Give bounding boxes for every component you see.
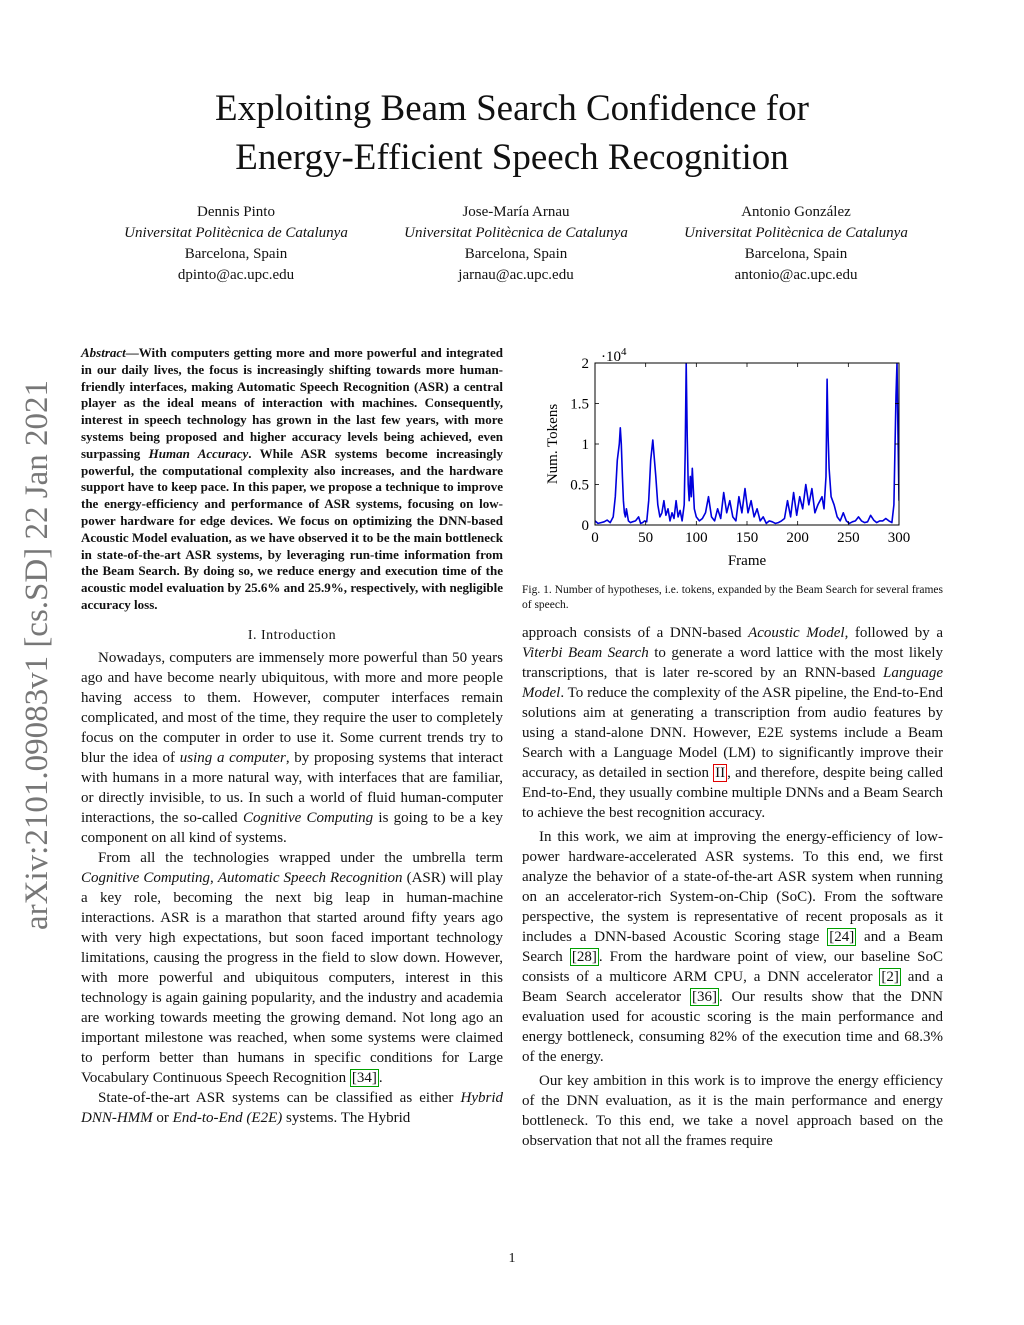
emphasis-span: Cognitive Computing — [81, 869, 211, 886]
intro-paragraph-1 — [81, 648, 503, 848]
y-axis-multiplier: $\cdot 10^4$ — [601, 346, 627, 365]
right-column — [522, 345, 943, 1151]
figure-1 — [522, 345, 943, 575]
author-name: Antonio González — [741, 204, 851, 220]
figure-caption: Fig. 1. Number of hypotheses, i.e. tokens, expanded by the Beam Search for several frames of speech. — [522, 584, 943, 611]
author-block — [96, 202, 936, 286]
author-name: Dennis Pinto — [197, 204, 275, 220]
y-axis-multiplier-exponent: 4 — [621, 346, 627, 358]
x-tick-label: 200 — [786, 530, 809, 546]
intro-paragraph-3 — [81, 1088, 503, 1128]
text-span: . Our results show that the DNN evaluation used for acoustic scoring is the main performance and energy bottleneck, consuming 82% of the execution time and 68.3% of the energy. — [522, 989, 943, 1065]
text-span: systems. The Hybrid — [282, 1109, 411, 1126]
emphasis-span: Hybrid DNN-HMM — [81, 1089, 503, 1126]
right-paragraph-2 — [522, 827, 943, 1067]
author-email: dpinto@ac.upc.edu — [177, 267, 295, 283]
emphasis-span: Acoustic Model — [748, 625, 845, 641]
author-affiliation: Universitat Politècnica de Catalunya — [404, 225, 628, 241]
tokens-line-chart — [522, 345, 943, 575]
x-tick-label: 0 — [591, 530, 599, 546]
text-span: is going to be a key component on all kind of systems. — [81, 809, 503, 846]
x-tick-label: 150 — [735, 530, 759, 546]
text-span: approach consists of a DNN-based — [522, 625, 749, 641]
text-span: , — [210, 869, 218, 886]
citation-link[interactable]: [34] — [351, 1069, 377, 1086]
title-line-2: Energy-Efficient Speech Recognition — [235, 137, 789, 178]
emphasis-span: Viterbi Beam Search — [522, 645, 649, 661]
text-span: or — [152, 1109, 173, 1126]
text-span: In this work, we aim at improving the energy-efficiency of low-power hardware-accelerated ASR systems. To this end, we first analyze the behavior of a state-of-the-art ASR system when running on an accelerator-rich System-on-Chip (SoC). From the software perspective, the system is representative of recent proposals as it includes a DNN-based Acoustic Scoring stage — [522, 829, 943, 945]
y-tick-label: 0.5 — [570, 477, 589, 494]
left-column — [81, 345, 503, 1128]
author-location: Barcelona, Spain — [464, 246, 568, 262]
author-1 — [96, 202, 376, 286]
text-span: and a Beam Search accelerator — [522, 969, 943, 1005]
abstract-emphasis: Human Accuracy — [148, 445, 249, 461]
author-3 — [656, 202, 936, 286]
right-paragraph-3: Our key ambition in this work is to improve the energy efficiency of the DNN evaluation, as it is the main performance and energy bottleneck. To this end, we take a novel approach based on the observation that not all the frames require — [522, 1073, 943, 1149]
title-line-1: Exploiting Beam Search Confidence for — [215, 88, 809, 129]
paper-title — [0, 84, 1024, 182]
author-email: antonio@ac.upc.edu — [734, 267, 858, 283]
text-span: State-of-the-art ASR systems can be classified as either — [98, 1089, 461, 1106]
author-email: jarnau@ac.upc.edu — [458, 267, 574, 283]
citation-link[interactable]: [36] — [691, 989, 717, 1005]
abstract — [81, 345, 503, 614]
abstract-text-1: With computers getting more and more powerful and integrated in our daily lives, the focus is increasingly shifting towards more human-friendly interfaces, making Automatic Speech Recognition (ASR) a central player as the ideal means of interaction with machines. Consequently, interest in speech technology has grown in the last few years, with more systems being proposed and higher accuracy levels being achieved, even surpassing — [81, 345, 503, 461]
y-tick-label: 2 — [581, 356, 589, 372]
emphasis-span: Cognitive Computing — [242, 809, 374, 826]
x-tick-label: 50 — [638, 530, 654, 546]
citation-link[interactable]: [28] — [571, 949, 597, 965]
author-name: Jose-María Arnau — [462, 204, 570, 220]
y-axis-label: Num. Tokens — [545, 403, 561, 485]
emphasis-span: Automatic Speech Recognition — [217, 869, 403, 886]
page-number: 1 — [508, 1251, 516, 1266]
x-axis-label: Frame — [727, 553, 767, 569]
y-tick-label: 0 — [581, 518, 589, 534]
text-span: . From the hardware point of view, our baseline SoC consists of a multicore ARM CPU, a DNN accelerator — [522, 949, 943, 985]
text-span: Nowadays, computers are immensely more powerful than 50 years ago and have become nearly ubiquitous, with more and more people having access to them. However, computer interfaces remain complicated, and most of the time, they require the user to completely focus on the computer in order to use it. Some current trends try to blur the idea of — [81, 649, 503, 766]
arxiv-identifier: arXiv:2101.09083v1 [cs.SD] 22 Jan 2021 — [19, 380, 55, 930]
author-2 — [376, 202, 656, 286]
author-location: Barcelona, Spain — [184, 246, 288, 262]
citation-link[interactable]: [24] — [829, 929, 855, 945]
section-heading-introduction: I. Introduction — [247, 627, 337, 643]
text-span: , followed by a — [844, 625, 943, 641]
intro-paragraph-2 — [81, 848, 503, 1088]
citation-link[interactable]: [2] — [881, 969, 899, 985]
text-span: . To reduce the complexity of the ASR pipeline, the End-to-End solutions aim at generating a transcription from audio features by using a stand-alone DNN. However, E2E systems include a Beam Search with a Language Model (LM) to significantly improve their accuracy, as detailed in section — [522, 685, 943, 781]
section-reference-link[interactable]: II — [715, 765, 726, 781]
text-span: and a Beam Search — [522, 929, 943, 965]
author-affiliation: Universitat Politècnica de Catalunya — [124, 225, 348, 241]
abstract-dash: — — [125, 345, 139, 360]
text-span: . — [378, 1069, 383, 1086]
emphasis-span: End-to-End (E2E) — [172, 1109, 283, 1126]
right-paragraph-1 — [522, 623, 943, 823]
x-tick-label: 250 — [837, 530, 860, 546]
text-span: From all the technologies wrapped under the umbrella term — [98, 849, 503, 866]
text-span: to generate a word lattice with the most likely transcriptions, that is later re-scored by an RNN-based — [522, 645, 944, 681]
data-series-line-tokens — [595, 363, 899, 523]
y-tick-label: 1 — [581, 437, 589, 453]
emphasis-span: Language Model — [522, 665, 943, 701]
x-tick-label: 300 — [887, 530, 911, 546]
x-tick-label: 100 — [685, 530, 708, 546]
emphasis-span: using a computer — [179, 749, 286, 766]
y-tick-label: 1.5 — [570, 396, 589, 413]
abstract-text-2: . While ASR systems become increasingly powerful, the computational complexity also increases, and the hardware support have to keep pace. In this paper, we propose a technique to improve the energy-efficiency and performance of ASR systems, focusing on low-power hardware for edge devices. We focus on optimizing the DNN-based Acoustic Model evaluation, as we have observed it to be the main bottleneck in state-of-the-art ASR systems, by leveraging run-time information from the Beam Search. By doing so, we reduce energy and execution time of the acoustic model evaluation by 25.6% and 25.9%, respectively, with negligible accuracy loss. — [81, 445, 503, 612]
text-span: , by proposing systems that interact with humans in a more natural way, with interfaces that are familiar, or directly invisible, to us. In such a world of fluid human-computer interactions, the so-called — [81, 749, 504, 826]
author-location: Barcelona, Spain — [744, 246, 848, 262]
abstract-label: Abstract — [81, 345, 126, 360]
text-span: , and therefore, despite being called End-to-End, they usually combine multiple DNNs and a Beam Search to achieve the best recognition accuracy. — [522, 765, 943, 821]
author-affiliation: Universitat Politècnica de Catalunya — [684, 225, 908, 241]
text-span: (ASR) will play a key role, becoming the next big leap in human-machine interactions. ASR is a marathon that started around fifty years ago with very high expectations, but soon faced important technology limitations, causing the progress in the field to slow down. However, with more powerful and ubiquitous computers, interest in this technology is again gaining popularity, and the industry and academia are working towards meeting the growing demand. Not long ago an important milestone was reached, when some systems were claimed to perform better than humans in specific conditions for Large Vocabulary Continuous Speech Recognition — [81, 869, 504, 1086]
